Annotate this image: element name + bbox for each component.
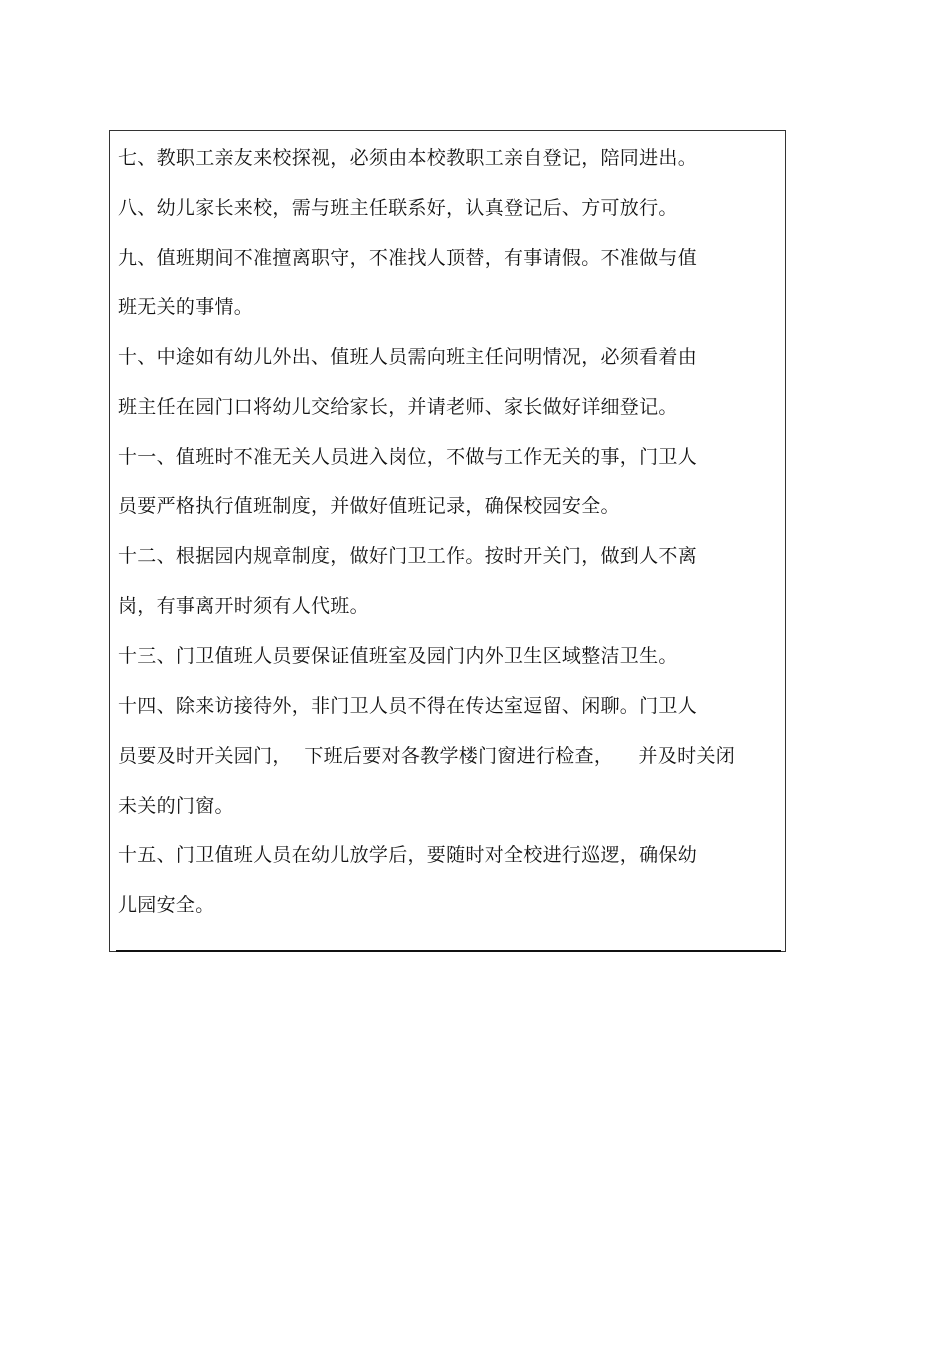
rule-line-3: 九、值班期间不准擅离职守，不准找人顶替，有事请假。不准做与值 — [118, 247, 698, 269]
rule-line-13: 员要及时开关园门， 下班后要对各教学楼门窗进行检查， 并及时关闭 — [118, 745, 736, 767]
rule-line-8: 员要严格执行值班制度，并做好值班记录，确保校园安全。 — [118, 495, 620, 517]
rule-line-1: 七、教职工亲友来校探视，必须由本校教职工亲自登记，陪同进出。 — [118, 147, 698, 169]
rule-line-12: 十四、除来访接待外，非门卫人员不得在传达室逗留、闲聊。门卫人 — [118, 695, 698, 717]
rule-line-4: 班无关的事情。 — [118, 296, 254, 318]
rule-line-2: 八、幼儿家长来校，需与班主任联系好，认真登记后、方可放行。 — [118, 197, 678, 219]
bottom-rule — [116, 950, 781, 952]
rule-line-5: 十、中途如有幼儿外出、值班人员需向班主任问明情况，必须看着由 — [118, 346, 698, 368]
rule-line-10: 岗，有事离开时须有人代班。 — [118, 595, 369, 617]
rule-line-6: 班主任在园门口将幼儿交给家长，并请老师、家长做好详细登记。 — [118, 396, 678, 418]
rule-line-7: 十一、值班时不准无关人员进入岗位，不做与工作无关的事，门卫人 — [118, 446, 698, 468]
rule-line-9: 十二、根据园内规章制度，做好门卫工作。按时开关门，做到人不离 — [118, 545, 698, 567]
rule-line-15: 十五、门卫值班人员在幼儿放学后，要随时对全校进行巡逻，确保幼 — [118, 844, 698, 866]
rule-line-11: 十三、门卫值班人员要保证值班室及园门内外卫生区域整洁卫生。 — [118, 645, 678, 667]
rule-line-16: 儿园安全。 — [118, 894, 215, 916]
rule-line-14: 未关的门窗。 — [118, 795, 234, 817]
